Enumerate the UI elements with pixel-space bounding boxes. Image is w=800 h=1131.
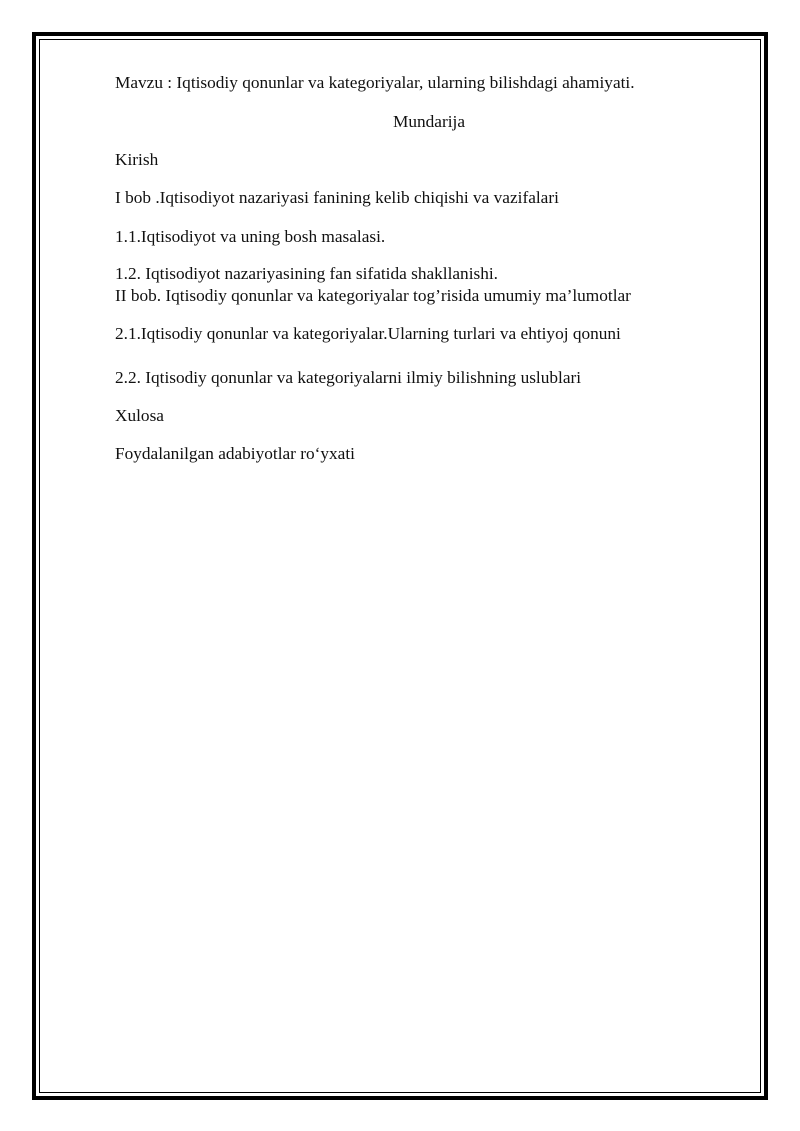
toc-item-conclusion: Xulosa	[115, 406, 164, 425]
toc-item-chapter-1: I bob .Iqtisodiyot nazariyasi fanining kelib chiqishi va vazifalari	[115, 188, 559, 207]
toc-item-section-1-1: 1.1.Iqtisodiyot va uning bosh masalasi.	[115, 227, 386, 246]
toc-item-introduction: Kirish	[115, 150, 159, 169]
toc-item-section-1-2: 1.2. Iqtisodiyot nazariyasining fan sifatida shakllanishi.	[115, 264, 498, 283]
document-topic: Mavzu : Iqtisodiy qonunlar va kategoriyalar, ularning bilishdagi ahamiyati.	[115, 73, 635, 92]
toc-item-section-2-1: 2.1.Iqtisodiy qonunlar va kategoriyalar.Ularning turlari va ehtiyoj qonuni	[115, 324, 621, 343]
toc-item-section-2-2: 2.2. Iqtisodiy qonunlar va kategoriyalarni ilmiy bilishning uslublari	[115, 368, 582, 387]
toc-item-chapter-2: II bob. Iqtisodiy qonunlar va kategoriyalar tog’risida umumiy ma’lumotlar	[115, 286, 631, 305]
toc-item-references: Foydalanilgan adabiyotlar ro‘yxati	[115, 444, 355, 463]
toc-heading: Mundarija	[393, 112, 465, 131]
